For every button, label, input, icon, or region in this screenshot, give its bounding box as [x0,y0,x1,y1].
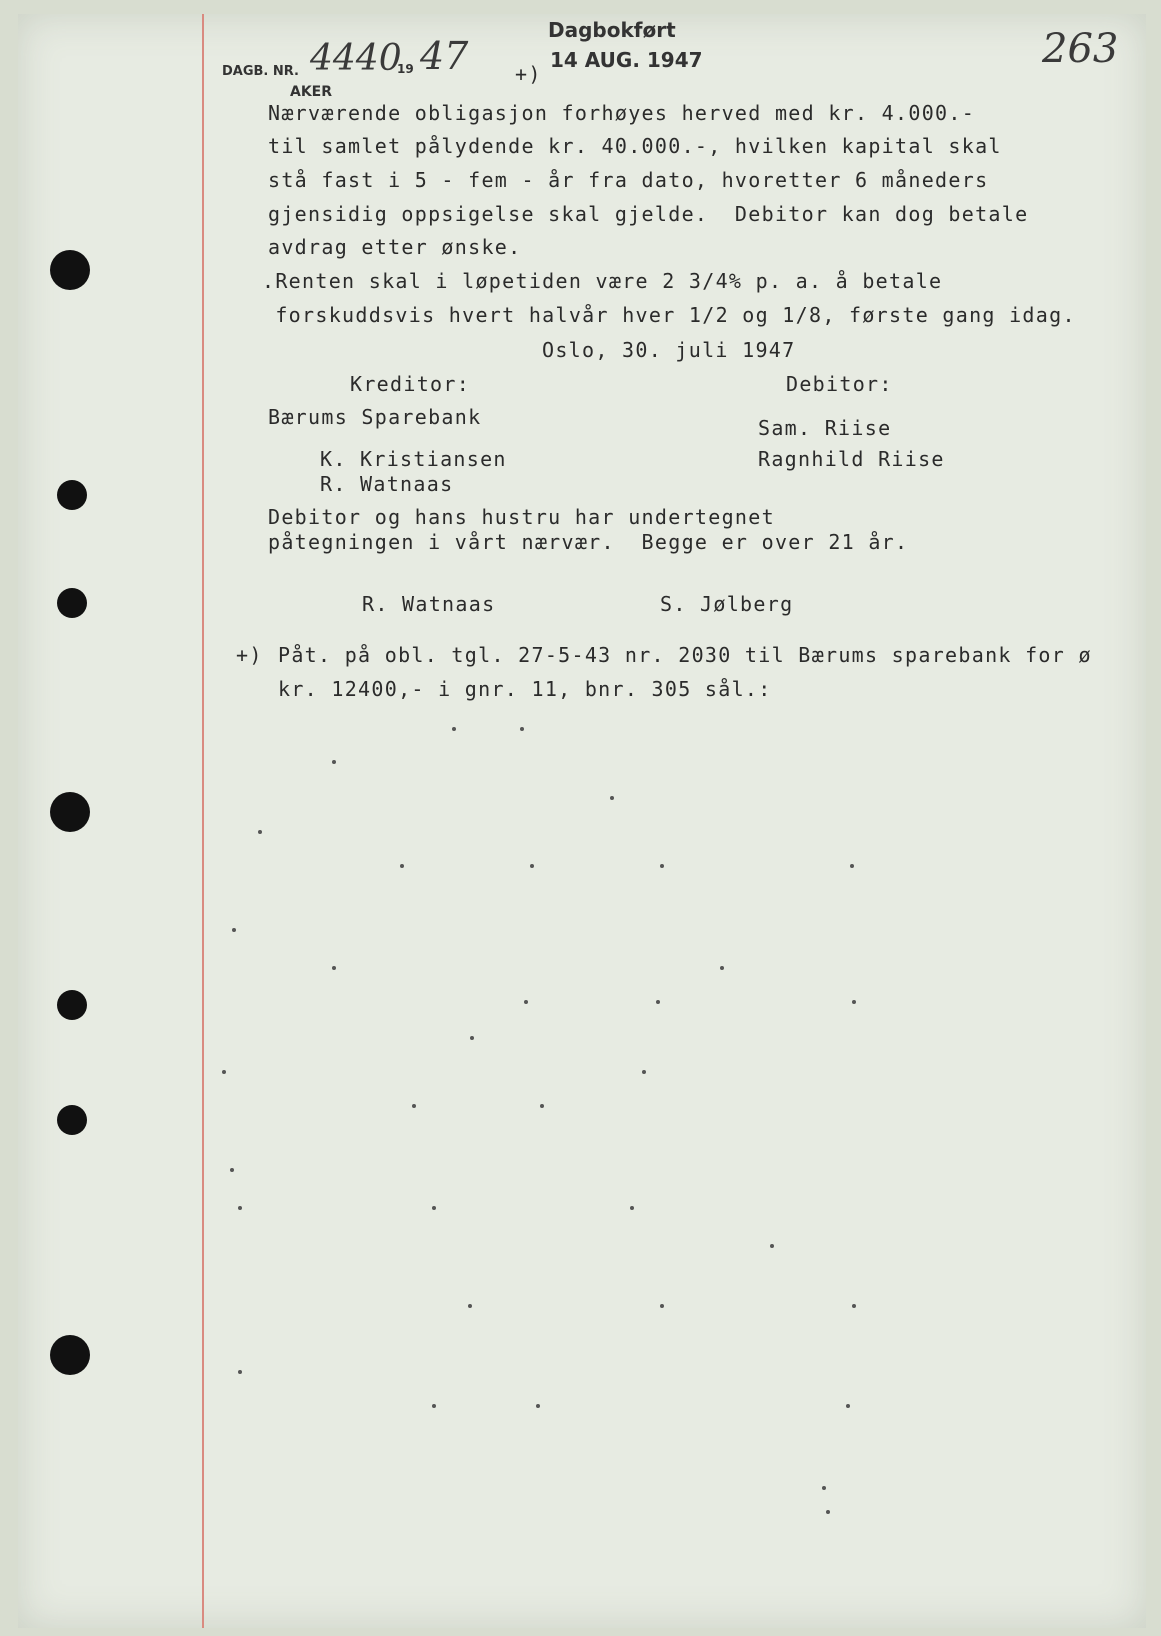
creditor-signer: K. Kristiansen [320,447,507,471]
body-line: forskuddsvis hvert halvår hver 1/2 og 1/8, første gang idag. [262,303,1076,327]
filler-dot [822,1486,826,1490]
filler-dot [238,1370,242,1374]
note-line: Påt. på obl. tgl. 27-5-43 nr. 2030 til Bærums sparebank for ø [278,643,1092,667]
document-page [18,14,1146,1628]
punch-hole [57,1105,87,1135]
stamp-date: 14 AUG. 1947 [550,48,703,72]
filler-dot [230,1168,234,1172]
witness-signature: S. Jølberg [660,592,794,616]
filler-dot [452,727,456,731]
filler-dot [470,1036,474,1040]
filler-dot [660,864,664,868]
punch-hole [57,990,87,1020]
plus-mark: +) [515,62,542,86]
filler-dot [520,727,524,731]
filler-dot [846,1404,850,1408]
filler-dot [852,1000,856,1004]
filler-dot [412,1104,416,1108]
punch-hole [50,1335,90,1375]
filler-dot [850,864,854,868]
filler-dot [530,864,534,868]
margin-line [202,14,204,1628]
filler-dot [468,1304,472,1308]
filler-dot [432,1404,436,1408]
filler-dot [852,1304,856,1308]
filler-dot [400,864,404,868]
filler-dot [660,1304,664,1308]
filler-dot [238,1206,242,1210]
witness-line: Debitor og hans hustru har undertegnet [268,505,775,529]
filler-dot [536,1404,540,1408]
witness-line: påtegningen i vårt nærvær. Begge er over 21 år. [268,530,909,554]
debtor-name: Ragnhild Riise [758,447,945,471]
filler-dot [720,966,724,970]
filler-dot [258,830,262,834]
filler-dot [642,1070,646,1074]
creditor-label: Kreditor: [350,372,471,396]
filler-dot [770,1244,774,1248]
punch-hole [50,250,90,290]
stamp-dagbokfort: Dagbokført [548,18,676,42]
stamp-aker: AKER [290,84,333,100]
body-line: stå fast i 5 - fem - år fra dato, hvoretter 6 måneders [268,168,989,192]
filler-dot [826,1510,830,1514]
note-line: kr. 12400,- i gnr. 11, bnr. 305 sål.: [278,677,772,701]
filler-dot [610,796,614,800]
stamp-19: 19 [397,62,414,76]
witness-signature: R. Watnaas [362,592,496,616]
punch-hole [57,480,87,510]
creditor-bank: Bærums Sparebank [268,405,482,429]
year-handwritten: 47 [420,34,469,78]
filler-dot [232,928,236,932]
stamp-dagb-nr: DAGB. NR. [222,64,299,79]
filler-dot [332,760,336,764]
punch-hole [57,588,87,618]
body-line: gjensidig oppsigelse skal gjelde. Debitor kan dog betale [268,202,1029,226]
note-marker: +) [236,643,263,667]
filler-dot [540,1104,544,1108]
filler-dot [656,1000,660,1004]
creditor-signer: R. Watnaas [320,472,454,496]
body-line: til samlet pålydende kr. 40.000.-, hvilken kapital skal [268,134,1002,158]
filler-dot [332,966,336,970]
filler-dot [630,1206,634,1210]
journal-number: 4440 [310,38,402,79]
body-line: Nærværende obligasjon forhøyes herved med kr. 4.000.- [268,101,976,125]
filler-dot [222,1070,226,1074]
place-date: Oslo, 30. juli 1947 [542,338,796,362]
page-number: 263 [1042,26,1119,72]
debtor-name: Sam. Riise [758,416,892,440]
filler-dot [524,1000,528,1004]
filler-dot [432,1206,436,1210]
debtor-label: Debitor: [786,372,893,396]
body-line: avdrag etter ønske. [268,235,522,259]
body-line: .Renten skal i løpetiden være 2 3/4% p. a. å betale [262,269,943,293]
punch-hole [50,792,90,832]
